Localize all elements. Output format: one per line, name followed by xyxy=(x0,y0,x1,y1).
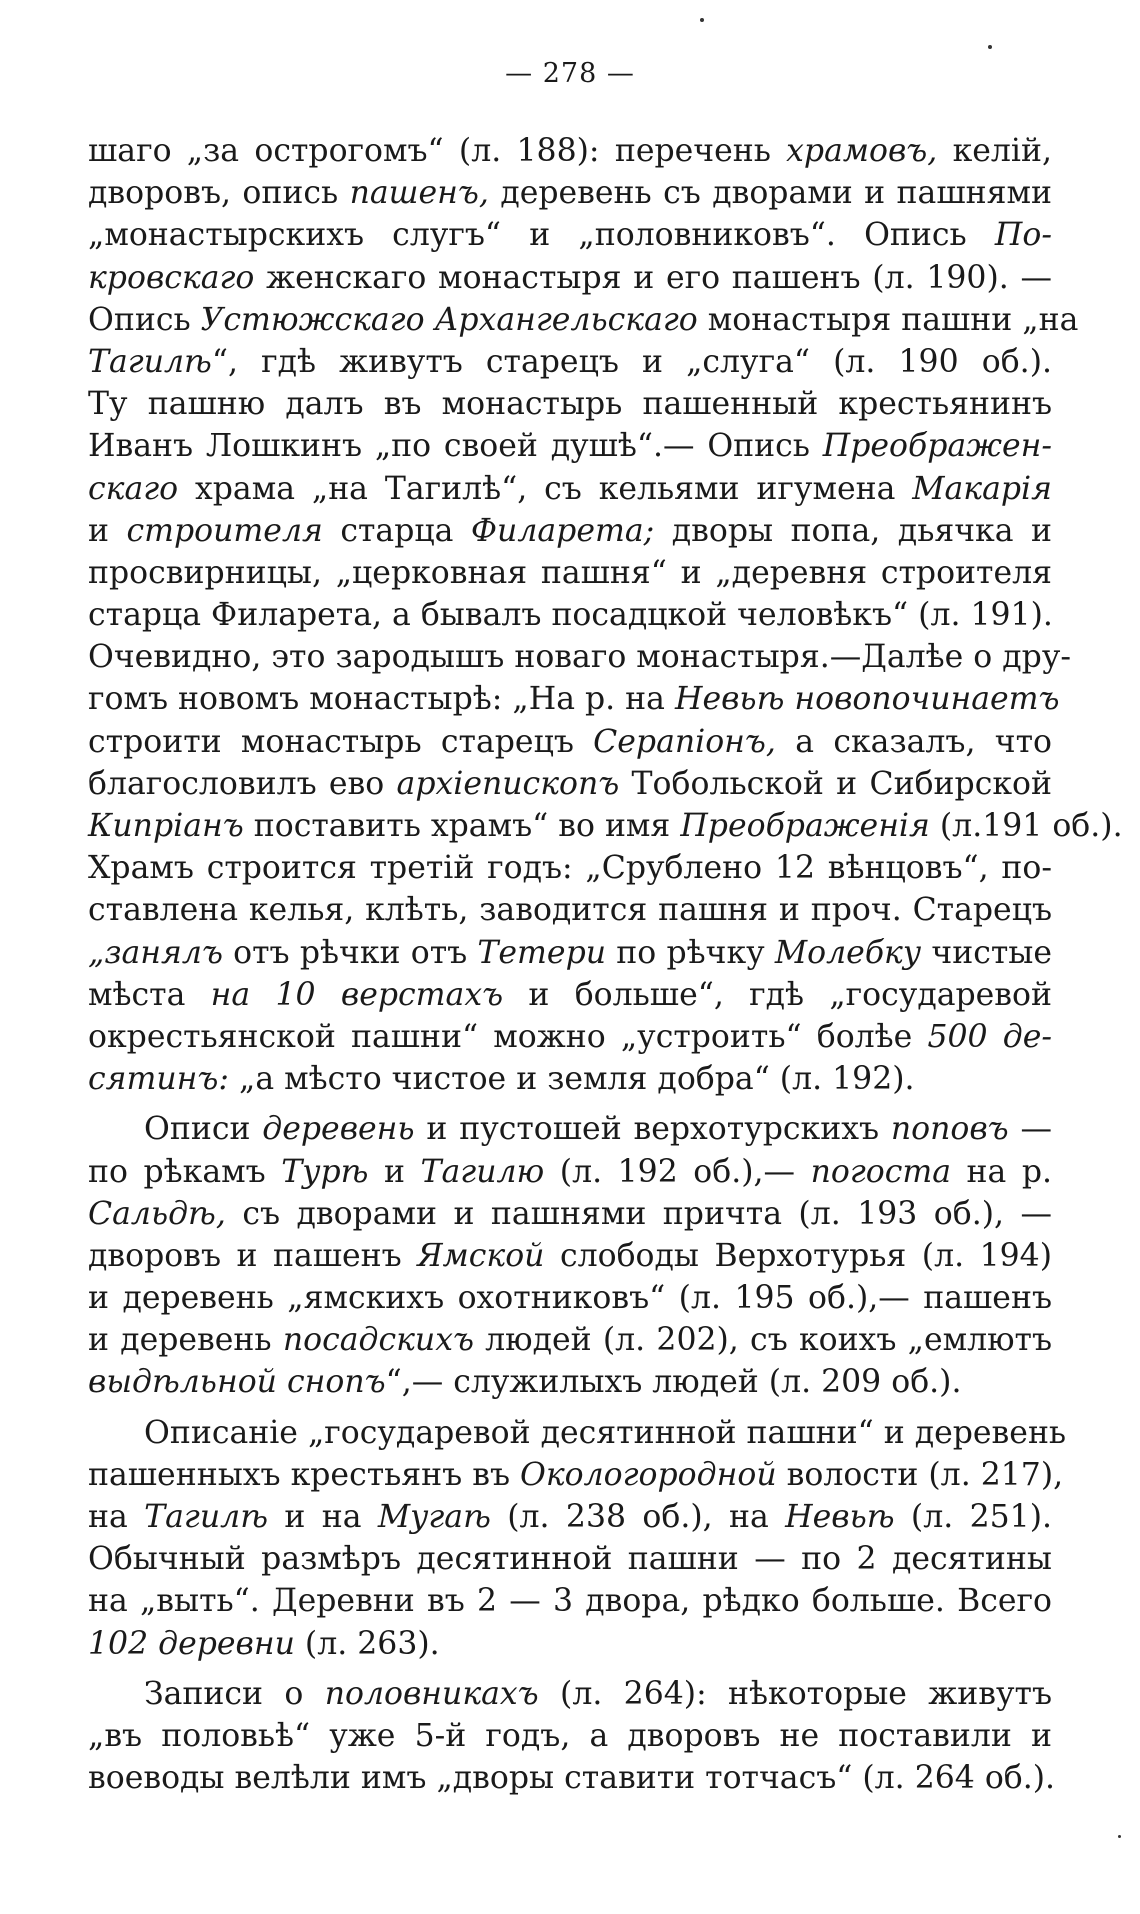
text-line xyxy=(88,932,1052,974)
italic-text: Кипріанъ xyxy=(88,808,244,844)
text-line xyxy=(88,1454,1064,1496)
text-line xyxy=(88,1673,1052,1715)
text-run: “, гдѣ живутъ старецъ и „слуга“ (л. 190 об.). xyxy=(211,343,1052,380)
italic-text: „занялъ xyxy=(88,934,223,971)
text-line xyxy=(88,425,1052,467)
italic-text: Мугаѣ xyxy=(377,1499,491,1535)
text-run: монастыря пашни „на xyxy=(697,301,1079,338)
italic-text: кровскаго xyxy=(88,259,255,296)
italic-text: Невьѣ новопочинаетъ xyxy=(674,681,1060,718)
italic-text: Сальдѣ, xyxy=(88,1195,226,1232)
text-run: старца xyxy=(322,512,471,549)
text-run: ставлена келья, клѣть, заводится пашня и проч. Старецъ xyxy=(88,892,1052,929)
text-run: благословилъ ево xyxy=(88,765,397,802)
italic-text: Окологородной xyxy=(520,1456,777,1493)
text-run: „монастырскихъ слугъ“ и „половниковъ“. Опись xyxy=(88,217,995,254)
text-run: (л.191 об.). xyxy=(929,808,1123,844)
text-run: окрестьянской пашни“ можно „устроить“ болѣе xyxy=(88,1018,928,1055)
italic-text: пашенъ, xyxy=(349,175,489,212)
italic-text: сятинъ: xyxy=(88,1061,230,1098)
italic-text: Преображен- xyxy=(822,428,1052,465)
text-line xyxy=(88,974,1052,1016)
text-run: Тобольской и Сибирской xyxy=(619,765,1052,802)
text-run: (л. 238 об.), на xyxy=(490,1499,786,1535)
text-run: строити монастырь старецъ xyxy=(88,723,594,760)
text-line xyxy=(88,636,1071,678)
page-text xyxy=(88,130,1123,1799)
italic-text: погоста xyxy=(810,1153,951,1190)
text-run: шаго „за острогомъ“ (л. 188): перечень xyxy=(88,133,787,169)
text-run: дворовъ и пашенъ xyxy=(88,1237,418,1274)
text-line xyxy=(88,1151,1052,1193)
text-line xyxy=(88,1715,1052,1757)
text-run: (л. 192 об.),— xyxy=(544,1153,811,1190)
text-run: Обычный размѣръ десятинной пашни — по 2 десятины xyxy=(88,1541,1052,1578)
text-run: поставить храмъ“ во имя xyxy=(243,808,681,844)
italic-text: 500 де- xyxy=(927,1018,1052,1055)
text-run: (л. 251). xyxy=(894,1499,1053,1535)
italic-text: По- xyxy=(994,217,1052,254)
text-run: и деревень xyxy=(88,1322,283,1359)
italic-text: архіепископъ xyxy=(396,765,620,802)
italic-text: посадскихъ xyxy=(282,1322,474,1359)
text-run: и на xyxy=(268,1499,378,1535)
text-run: Описи xyxy=(144,1111,263,1148)
paragraph-p2 xyxy=(88,1108,1052,1403)
italic-text: половникахъ xyxy=(324,1675,539,1712)
text-run: Иванъ Лошкинъ „по своей душѣ“.— Опись xyxy=(88,428,823,465)
italic-text: Турѣ xyxy=(281,1153,369,1190)
text-line xyxy=(88,257,1052,299)
text-run: (л. 263). xyxy=(294,1625,440,1662)
text-run: просвирницы, „церковная пашня“ и „деревня строителя xyxy=(88,554,1052,591)
text-run: съ дворами и пашнями причта (л. 193 об.), — xyxy=(225,1195,1052,1232)
text-run: дворовъ, опись xyxy=(88,175,350,212)
text-run: „а мѣсто чистое и земля добра“ (л. 192). xyxy=(229,1061,915,1098)
italic-text: скаго xyxy=(88,470,179,507)
text-run: мѣста xyxy=(88,976,211,1013)
italic-text: Серапіонъ, xyxy=(593,723,776,760)
text-run: гомъ новомъ монастырѣ: „На р. на xyxy=(88,681,675,718)
text-run: пашенныхъ крестьянъ въ xyxy=(88,1456,521,1493)
text-run: отъ рѣчки отъ xyxy=(222,934,478,971)
italic-text: Тагилѣ xyxy=(88,343,212,380)
text-line xyxy=(88,1361,1052,1403)
italic-text: храмовъ, xyxy=(786,133,938,169)
text-run: по рѣкамъ xyxy=(88,1153,282,1190)
text-run: храма „на Тагилѣ“, съ кельями игумена xyxy=(178,470,913,507)
text-run: женскаго монастыря и его пашенъ (л. 190). — xyxy=(254,259,1052,296)
text-run: Записи о xyxy=(144,1675,325,1712)
italic-text: Тагилѣ xyxy=(144,1499,268,1535)
text-line xyxy=(88,1538,1052,1580)
text-run: дворы попа, дьячка и xyxy=(654,512,1053,549)
text-run: и xyxy=(368,1153,421,1190)
italic-text: Тетери xyxy=(477,934,607,971)
text-run: на р. xyxy=(951,1153,1052,1190)
text-line xyxy=(88,1016,1052,1058)
text-line xyxy=(88,763,1052,805)
text-line xyxy=(88,1623,1052,1665)
text-line xyxy=(88,341,1052,383)
text-line xyxy=(88,130,1052,172)
text-run: и xyxy=(88,512,127,549)
text-run: Храмъ строится третій годъ: „Срублено 12 вѣнцовъ“, по- xyxy=(88,850,1052,887)
text-run: волости (л. 217), xyxy=(776,1456,1064,1493)
text-line xyxy=(88,1058,1052,1100)
text-line xyxy=(88,1108,1052,1150)
italic-text: Преображенія xyxy=(680,808,930,844)
text-line xyxy=(88,383,1052,425)
italic-text: 102 деревни xyxy=(88,1625,295,1662)
text-run: „въ половьѣ“ уже 5-й годъ, а дворовъ не поставили и xyxy=(88,1717,1052,1754)
text-run: Опись xyxy=(88,301,201,338)
text-run: на „выть“. Деревни въ 2 — 3 двора, рѣдко больше. Всего xyxy=(88,1583,1052,1620)
text-run: на xyxy=(88,1499,145,1535)
text-run: воеводы велѣли имъ „дворы ставити тотчасъ“ (л. 264 об.). xyxy=(88,1760,1056,1797)
text-line xyxy=(88,1496,1052,1538)
text-run: и больше“, гдѣ „государевой xyxy=(503,976,1052,1013)
text-line xyxy=(88,594,1052,636)
text-run: деревень съ дворами и пашнями xyxy=(488,175,1052,212)
text-line xyxy=(88,214,1052,256)
text-run: и деревень „ямскихъ охотниковъ“ (л. 195 об.),— пашенъ xyxy=(88,1280,1052,1317)
paragraph-p3 xyxy=(88,1412,1067,1665)
text-run: Очевидно, это зародышъ новаго монастыря.—Далѣе о дру- xyxy=(88,639,1071,676)
text-line xyxy=(88,1412,1067,1454)
text-run: Описаніе „государевой десятинной пашни“ и деревень xyxy=(144,1414,1067,1451)
text-line xyxy=(88,552,1052,594)
italic-text: Ямской xyxy=(417,1237,545,1274)
text-line xyxy=(88,889,1052,931)
text-line xyxy=(88,805,1123,847)
italic-text: Молебку xyxy=(774,934,922,971)
text-line xyxy=(88,678,1060,720)
text-line xyxy=(88,299,1079,341)
print-speck xyxy=(700,18,704,22)
print-speck xyxy=(988,45,992,49)
text-run: людей (л. 202), съ коихъ „емлютъ xyxy=(473,1322,1052,1359)
text-line xyxy=(88,510,1052,552)
text-run: — xyxy=(1008,1111,1053,1148)
paragraph-p4 xyxy=(88,1673,1056,1800)
text-line xyxy=(88,1319,1052,1361)
text-line xyxy=(88,172,1052,214)
text-line xyxy=(88,847,1052,889)
italic-text: Макарія xyxy=(912,470,1052,507)
text-run: а сказалъ, что xyxy=(775,723,1052,760)
text-run: старца Филарета, а бывалъ посадцкой человѣкъ“ (л. 191). xyxy=(88,597,1053,634)
text-run: “,— служилыхъ людей (л. 209 об.). xyxy=(385,1364,962,1401)
italic-text: поповъ xyxy=(890,1111,1009,1148)
text-run: келій, xyxy=(937,133,1052,169)
italic-text: Устюжскаго Архангельскаго xyxy=(200,301,698,338)
italic-text: строителя xyxy=(126,512,323,549)
text-line xyxy=(88,1580,1052,1622)
italic-text: деревень xyxy=(262,1111,415,1148)
print-speck xyxy=(1118,1835,1121,1838)
text-run: и пустошей верхотурскихъ xyxy=(414,1111,891,1148)
text-line xyxy=(88,1277,1052,1319)
text-line xyxy=(88,721,1052,763)
italic-text: выдѣльной снопъ xyxy=(88,1364,386,1401)
text-run: (л. 264): нѣкоторые живутъ xyxy=(538,1675,1052,1712)
italic-text: на 10 верстахъ xyxy=(210,976,504,1013)
text-run: слободы Верхотурья (л. 194) xyxy=(544,1237,1052,1274)
paragraph-p1 xyxy=(88,130,1123,1100)
text-run: по рѣчку xyxy=(606,934,775,971)
text-line xyxy=(88,1193,1052,1235)
text-line xyxy=(88,1757,1056,1799)
text-run: Ту пашню далъ въ монастырь пашенный крестьянинъ xyxy=(88,386,1052,423)
italic-text: Филарета; xyxy=(470,512,655,549)
page-number: — 278 — xyxy=(505,58,635,89)
italic-text: Невьѣ xyxy=(785,1499,895,1535)
italic-text: Тагилю xyxy=(420,1153,545,1190)
text-line xyxy=(88,468,1052,510)
text-line xyxy=(88,1235,1052,1277)
text-run: чистые xyxy=(921,934,1052,971)
